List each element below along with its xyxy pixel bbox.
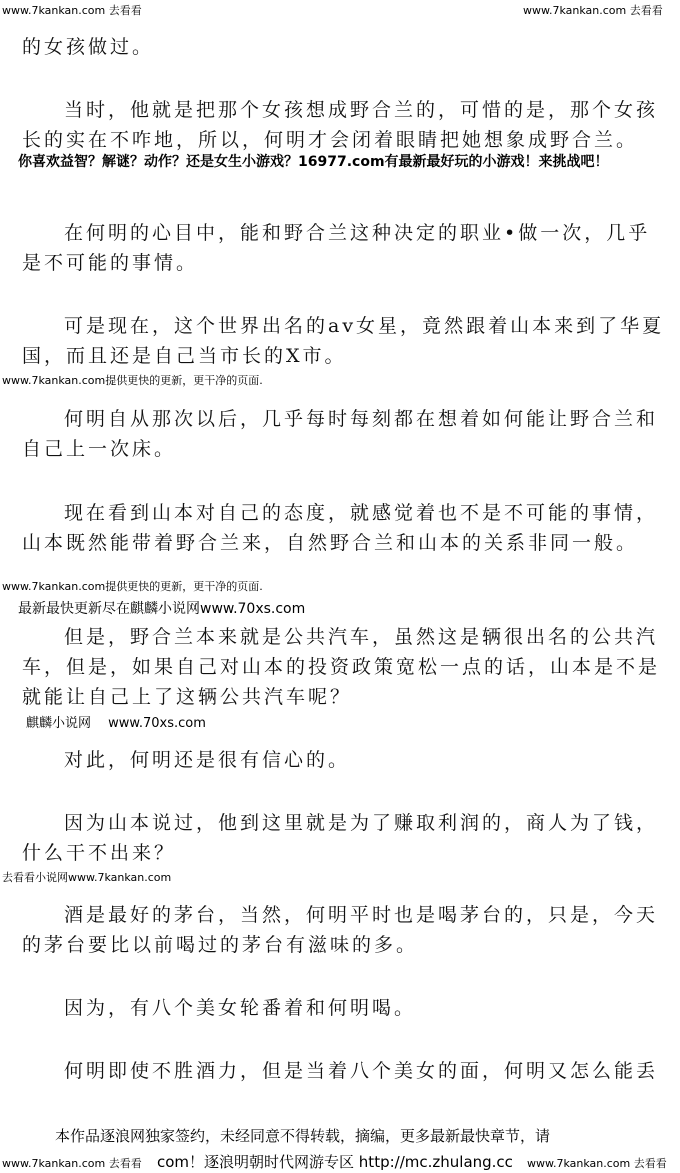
paragraph-12 [22, 1056, 668, 1086]
zhulang-notice: 本作品逐浪网独家签约，未经同意不得转载，摘编，更多最新最快章节，请 [55, 1127, 551, 1145]
watermark-top-left: www.7kankan.com 去看看 [2, 4, 142, 17]
watermark-mid-2: www.7kankan.com提供更快的更新，更干净的页面. [2, 580, 263, 593]
watermark-bottom-left: www.7kankan.com 去看看 [2, 1157, 142, 1170]
paragraph-10 [22, 900, 668, 960]
paragraph-line: 长的实在不咋地，所以，何明才会闭着眼睛把她想象成野合兰。 [22, 129, 639, 151]
paragraph-1 [22, 32, 668, 62]
paragraph-line: 对此，何明还是很有信心的。 [64, 749, 351, 771]
paragraph-8 [22, 745, 668, 775]
paragraph-line: 当时，他就是把那个女孩想成野合兰的，可惜的是，那个女孩 [64, 99, 659, 121]
qilin-ad-2[interactable]: 麒麟小说网 www.70xs.com [26, 716, 206, 731]
paragraph-line: 就能让自己上了这辆公共汽车呢？ [22, 686, 353, 708]
qilin-ad-1[interactable]: 最新最快更新尽在麒麟小说网www.70xs.com [18, 601, 306, 617]
bottom-bar [0, 1150, 680, 1173]
paragraph-11 [22, 993, 668, 1023]
zhulang-link[interactable]: com！逐浪明朝时代网游专区 http://mc.zhulang.cc [157, 1153, 513, 1171]
paragraph-line: 现在看到山本对自己的态度，就感觉着也不是不可能的事情， [64, 502, 659, 524]
paragraph-9 [22, 808, 668, 868]
watermark-bottom-right: www.7kankan.com 去看看 [523, 1155, 667, 1171]
watermark-mid-1: www.7kankan.com提供更快的更新，更干净的页面. [2, 374, 263, 387]
paragraph-line: 的茅台要比以前喝过的茅台有滋味的多。 [22, 934, 419, 956]
paragraph-4 [22, 311, 668, 371]
paragraph-line: 可是现在，这个世界出名的av女星，竟然跟着山本来到了华夏 [64, 315, 665, 337]
paragraph-line: 因为，有八个美女轮番着和何明喝。 [64, 997, 417, 1019]
game-ad-banner[interactable]: 你喜欢益智？解谜？动作？还是女生小游戏？16977.com有最新最好玩的小游戏！来挑战吧！ [18, 154, 609, 170]
paragraph-line: 山本既然能带着野合兰来，自然野合兰和山本的关系非同一般。 [22, 532, 639, 554]
paragraph-3 [22, 218, 668, 278]
paragraph-line: 车，但是，如果自己对山本的投资政策宽松一点的话，山本是不是 [22, 656, 661, 678]
paragraph-6 [22, 498, 668, 558]
paragraph-7 [22, 622, 668, 712]
watermark-mid-3: 去看看小说网www.7kankan.com [2, 871, 172, 884]
paragraph-5 [22, 404, 668, 464]
paragraph-2 [22, 95, 668, 155]
paragraph-line: 酒是最好的茅台，当然，何明平时也是喝茅台的，只是，今天 [64, 904, 659, 926]
watermark-top-right: www.7kankan.com 去看看 [523, 4, 663, 17]
paragraph-line: 因为山本说过，他到这里就是为了赚取利润的，商人为了钱， [64, 812, 659, 834]
paragraph-line: 什么干不出来？ [22, 842, 177, 864]
paragraph-line: 但是，野合兰本来就是公共汽车，虽然这是辆很出名的公共汽 [64, 626, 659, 648]
paragraph-line: 国，而且还是自己当市长的X市。 [22, 345, 347, 367]
paragraph-line: 自己上一次床。 [22, 438, 177, 460]
paragraph-line: 是不可能的事情。 [22, 252, 199, 274]
paragraph-line: 何明自从那次以后，几乎每时每刻都在想着如何能让野合兰和 [64, 408, 659, 430]
paragraph-line: 的女孩做过。 [22, 36, 155, 58]
paragraph-line: 在何明的心目中，能和野合兰这种决定的职业•做一次，几乎 [64, 222, 651, 244]
paragraph-line: 何明即使不胜酒力，但是当着八个美女的面，何明又怎么能丢 [64, 1060, 659, 1082]
